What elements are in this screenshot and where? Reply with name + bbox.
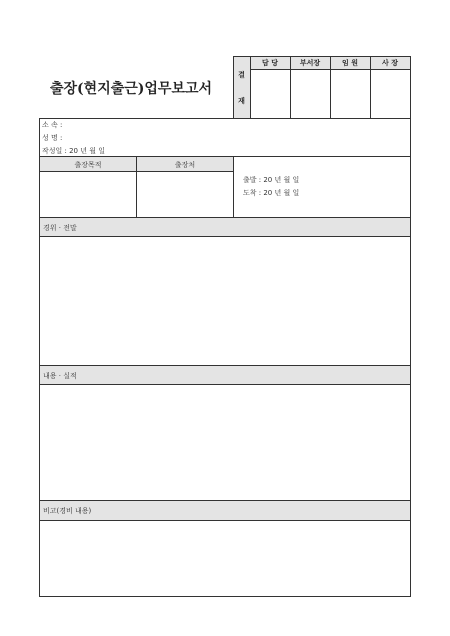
approval-sign-dept-head[interactable] xyxy=(291,70,330,118)
content-section-label: 내용 · 실적 xyxy=(43,372,77,380)
content-section-header xyxy=(40,366,410,384)
progress-section-body[interactable] xyxy=(40,237,410,364)
approval-label-cell xyxy=(233,56,250,118)
remarks-section-header xyxy=(40,501,410,520)
approval-header-executive: 임 원 xyxy=(342,59,358,67)
name-field[interactable]: 성 명 : xyxy=(42,134,63,142)
trip-purpose-label: 출장목적 xyxy=(74,161,102,169)
form-title: 출장(현지출근)업무보고서 xyxy=(50,81,213,97)
approval-sign-executive[interactable] xyxy=(331,70,370,118)
remarks-section-label: 비고(경비 내용) xyxy=(43,507,92,515)
trip-purpose-input[interactable] xyxy=(40,172,136,216)
remarks-section-body[interactable] xyxy=(40,521,410,595)
approval-sign-president[interactable] xyxy=(371,70,410,118)
approval-label-bottom: 재 xyxy=(238,97,245,105)
approval-label-top: 결 xyxy=(238,71,245,79)
trip-destination-label: 출장처 xyxy=(174,161,196,169)
approval-header-staff: 담 당 xyxy=(262,59,278,67)
content-section-body[interactable] xyxy=(40,385,410,499)
departure-date-field[interactable]: 출발 : 20 년 월 일 xyxy=(243,176,300,184)
progress-section-label: 경위 · 전말 xyxy=(43,224,77,232)
approval-header-president: 사 장 xyxy=(382,59,398,67)
affiliation-field[interactable]: 소 속 : xyxy=(42,121,63,129)
trip-destination-input[interactable] xyxy=(137,172,233,216)
approval-header-dept-head: 부서장 xyxy=(299,59,321,67)
progress-section-header xyxy=(40,218,410,236)
written-date-field[interactable]: 작성일 : 20 년 월 일 xyxy=(42,147,105,155)
approval-sign-staff[interactable] xyxy=(251,70,290,118)
arrival-date-field[interactable]: 도착 : 20 년 월 일 xyxy=(243,189,300,197)
